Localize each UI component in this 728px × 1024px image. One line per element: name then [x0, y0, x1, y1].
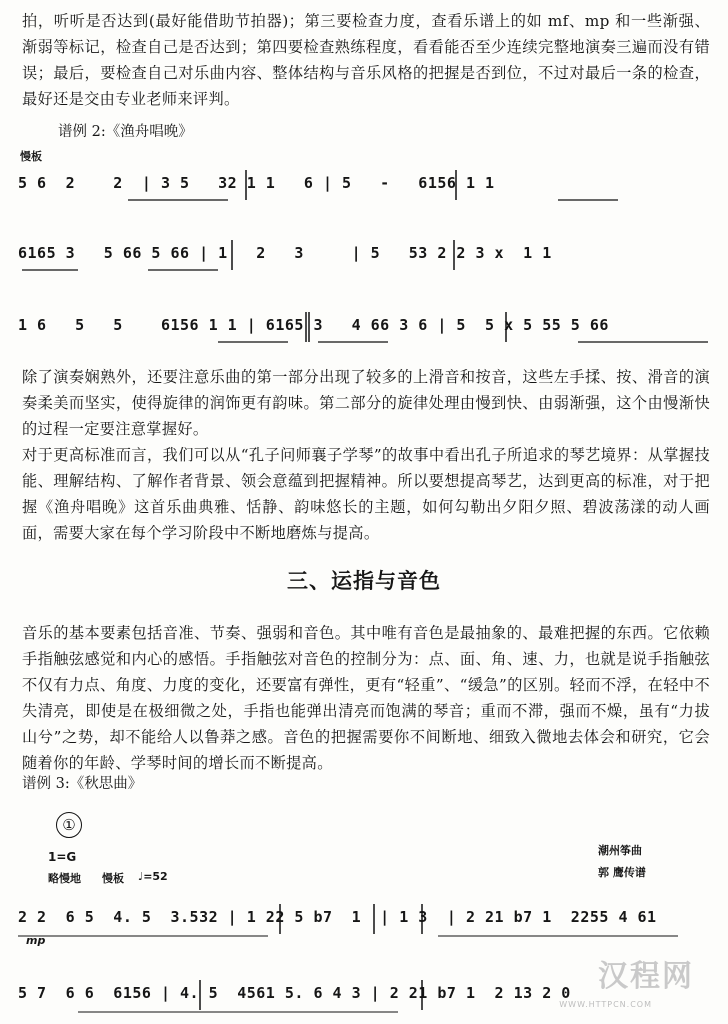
- score-line-3: 1 6 5 5 6156 1 1 | 6165 3 4 66 3 6 | 5 5 x 5 55 5 66: [18, 316, 609, 334]
- score-line-1: 5 6 2 2 | 3 5 32 1 1 6 | 5 - 6156 1 1: [18, 174, 495, 192]
- key-signature: 1=G: [48, 850, 77, 864]
- dynamic-marking: mp: [26, 934, 46, 947]
- paragraph-fingering-and-timbre: 音乐的基本要素包括音准、节奏、强弱和音色。其中唯有音色是最抽象的、最难把握的东西。它依赖手指触弦感觉和内心的感悟。手指触弦对音色的控制分为：点、面、角、速、力，也就是说手指触弦不仅有力点、角度、力度的变化，还要富有弹性，更有“轻重”、“缓急”的区别。轻而不浮，在轻中不失清亮，即使是在极细微之处，手指也能弹出清亮而饱满的琴音；重而不滞，强而不燥，虽有“力拔山兮”之势，却不能给人以鲁莽之感。音色的把握需要你不间断地、细致入微地去体会和研究，它会随着你的年龄、学琴时间的增长而不断提高。: [22, 624, 710, 772]
- score-yuzhou-changwan: [18, 148, 712, 348]
- arranger-credit: 郭 鹰传谱: [598, 866, 646, 879]
- score-barlines: [18, 148, 712, 348]
- score-tempo-marking: 慢板: [20, 150, 42, 163]
- tempo-word: 慢板: [102, 872, 124, 885]
- metronome-marking: ♩=52: [138, 870, 168, 883]
- example-3-label: 谱例 3:《秋思曲》: [22, 776, 143, 792]
- site-watermark-url: WWW.HTTPCN.COM: [559, 1000, 652, 1009]
- example-2-label: 谱例 2:《渔舟唱晚》: [58, 124, 193, 140]
- score-line-2: 6165 3 5 66 5 66 | 1 2 3 | 5 53 2 2 3 x 1 1: [18, 244, 552, 262]
- paragraph-higher-standard: 对于更高标准而言，我们可以从“孔子问师襄子学琴”的故事中看出孔子所追求的琴艺境界：从掌握技能、理解结构、了解作者背景、领会意蕴到把握精神。所以要想提高琴艺，达到更高的标准，对于把握《渔舟唱晚》这首乐曲典雅、恬静、韵味悠长的主题，如何勾勒出夕阳夕照、碧波荡漾的动人画面，需要大家在每个学习阶段中不断地磨炼与提高。: [22, 446, 710, 542]
- section-heading: 三、运指与音色: [287, 569, 441, 593]
- composer-credit: 潮州筝曲: [598, 844, 642, 857]
- paragraph-performance-notes: 除了演奏娴熟外，还要注意乐曲的第一部分出现了较多的上滑音和按音，这些左手揉、按、滑音的演奏柔美而坚实，使得旋律的润饰更有韵味。第二部分的旋律处理由慢到快、由弱渐强，这个由慢渐快的过程一定要注意掌握好。: [22, 368, 710, 438]
- score2-line-2: 5 7 6 6 6156 | 4. 5 4561 5. 6 4 3 | 2 21 b7 1 2 13 2 0: [18, 984, 571, 1002]
- site-watermark: 汉程网: [598, 959, 694, 994]
- paragraph-checking-steps: 拍，听听是否达到(最好能借助节拍器)；第三要检查力度，查看乐谱上的如 mf、mp 和一些渐强、渐弱等标记，检查自己是否达到；第四要检查熟练程度，看看能否至少连续完整地演奏三遍而没有错误；最后，要检查自己对乐曲内容、整体结构与音乐风格的把握是否到位，不过对最后一条的检查，最好还是交由专业老师来评判。: [22, 12, 710, 108]
- section-number-circle: ①: [56, 812, 82, 838]
- score2-line-1: 2 2 6 5 4. 5 3.532 | 1 22 5 b7 1 | 1 3 | 2 21 b7 1 2255 4 61: [18, 908, 657, 926]
- mood-marking: 略慢地: [48, 872, 81, 885]
